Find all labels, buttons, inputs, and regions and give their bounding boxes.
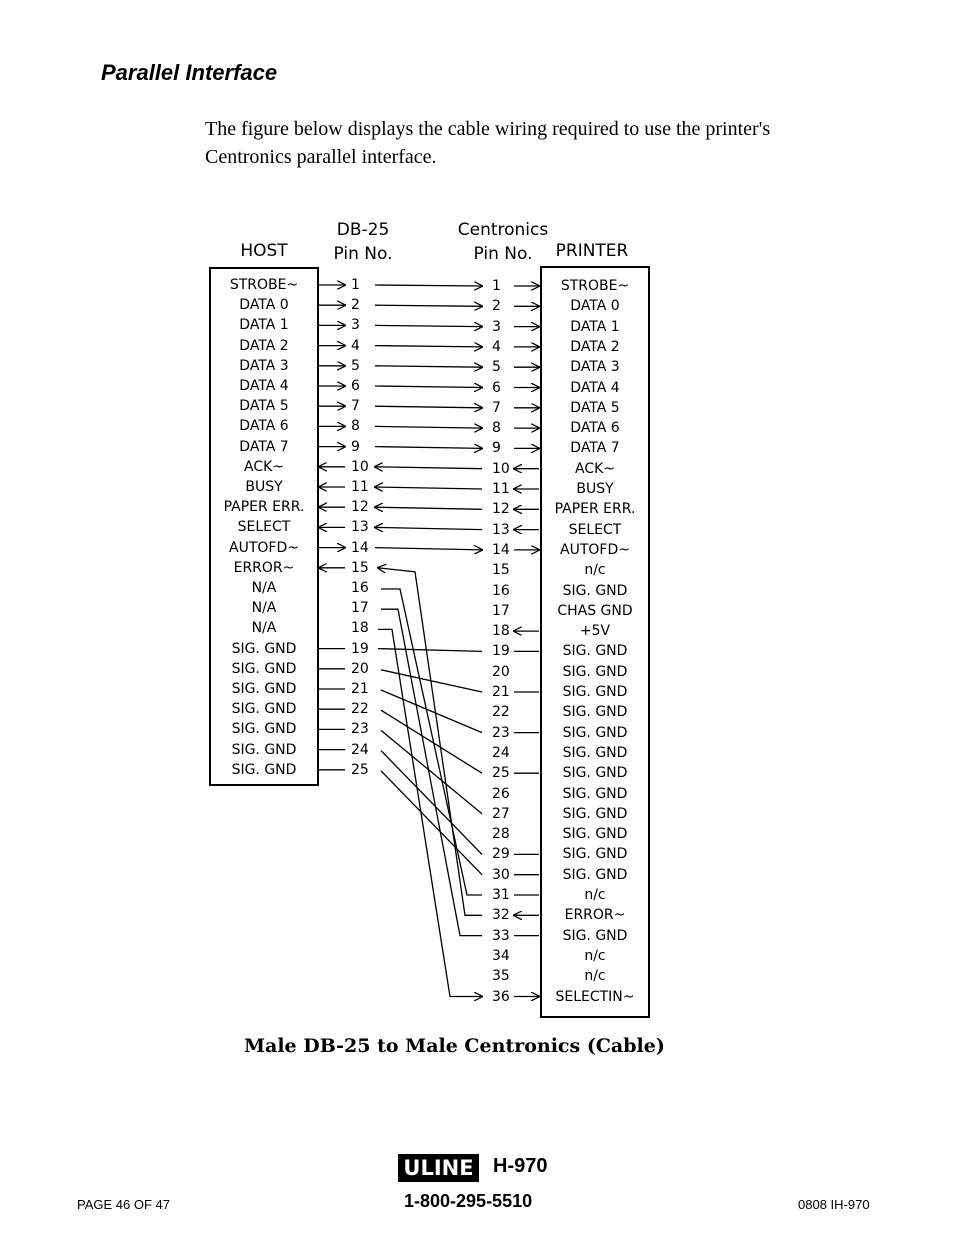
db25-pin-number: 1: [351, 277, 360, 293]
host-signal-label: SIG. GND: [231, 640, 297, 657]
centronics-pin-number: 29: [492, 846, 510, 863]
centronics-pin-number: 6: [492, 379, 501, 396]
centronics-pin-number: 12: [492, 501, 510, 518]
cable-wire: [375, 285, 482, 286]
printer-signal-label: SIG. GND: [562, 744, 628, 761]
db25-pin-number: 16: [351, 580, 369, 596]
printer-signal-label: CHAS GND: [557, 602, 633, 619]
cable-wire: [375, 467, 482, 469]
printer-signal-label: SIG. GND: [562, 785, 628, 802]
db25-pin-number: 18: [351, 620, 369, 637]
printer-signal-label: DATA 7: [570, 440, 620, 457]
cable-wire: [375, 447, 482, 449]
db25-header-line: DB-25: [336, 220, 390, 240]
printer-signal-label: DATA 1: [570, 318, 620, 335]
centronics-pin-number: 32: [492, 907, 510, 924]
host-signal-label: PAPER ERR.: [223, 499, 305, 516]
printer-signal-label: SIG. GND: [562, 724, 628, 741]
printer-signal-label: SIG. GND: [562, 866, 628, 883]
host-signal-label: DATA 3: [239, 357, 289, 374]
centronics-pin-number: 13: [492, 521, 510, 538]
printer-signal-label: DATA 2: [570, 338, 620, 355]
host-signal-label: SIG. GND: [231, 721, 297, 738]
printer-signal-label: n/c: [584, 562, 606, 579]
printer-signal-label: SIG. GND: [562, 684, 628, 700]
host-signal-label: DATA 1: [239, 317, 289, 334]
printer-signal-label: +5V: [579, 623, 611, 640]
db25-pin-number: 7: [351, 398, 360, 415]
cable-wire: [378, 629, 482, 996]
phone-number: 1-800-295-5510: [404, 1191, 533, 1211]
printer-signal-label: PAPER ERR.: [554, 501, 636, 518]
centronics-pin-number: 2: [492, 298, 501, 315]
db25-pin-number: 19: [351, 640, 369, 657]
centronics-pin-number: 35: [492, 968, 510, 985]
db25-pin-number: 15: [351, 559, 369, 576]
host-signal-label: DATA 2: [239, 337, 289, 354]
host-signal-label: DATA 5: [239, 398, 289, 415]
centronics-pin-number: 4: [492, 338, 501, 355]
db25-pin-number: 6: [351, 378, 360, 394]
db25-pin-number: 3: [351, 317, 360, 334]
centronics-pin-number: 8: [492, 420, 501, 437]
centronics-pin-number: 18: [492, 623, 510, 640]
printer-signal-label: n/c: [584, 947, 606, 964]
centronics-header-line: Centronics: [457, 220, 549, 240]
db25-pin-number: 25: [351, 761, 369, 778]
db25-pin-number: 17: [351, 600, 369, 617]
db25-pin-number: 23: [351, 721, 369, 738]
centronics-pin-number: 23: [492, 724, 510, 741]
printer-signal-label: SIG. GND: [562, 643, 628, 660]
cable-wire: [375, 386, 482, 388]
cable-wire: [378, 649, 482, 652]
db25-pin-number: 14: [351, 539, 369, 556]
host-signal-label: STROBE~: [229, 277, 299, 293]
cable-wire: [375, 527, 482, 529]
uline-logo: ULINE: [398, 1154, 479, 1182]
centronics-pin-number: 5: [492, 359, 501, 376]
model-number: H-970: [493, 1155, 548, 1177]
printer-signal-label: SIG. GND: [562, 765, 628, 782]
printer-signal-label: DATA 4: [570, 379, 620, 396]
printer-signal-label: AUTOFD~: [560, 541, 630, 558]
printer-signal-label: SIG. GND: [562, 826, 628, 843]
page-number: PAGE 46 OF 47: [77, 1197, 170, 1212]
intro-line: Centronics parallel interface.: [205, 146, 437, 168]
centronics-pin-number: 17: [492, 602, 510, 619]
printer-signal-label: STROBE~: [560, 278, 630, 294]
cable-wire: [375, 406, 482, 408]
intro-line: The figure below displays the cable wiring required to use the printer's: [205, 118, 771, 140]
centronics-pin-number: 10: [492, 460, 510, 477]
printer-signal-label: DATA 3: [570, 359, 620, 376]
host-signal-label: SIG. GND: [231, 681, 297, 697]
cable-wire: [375, 426, 482, 428]
document-code: 0808 IH-970: [798, 1197, 870, 1212]
centronics-pin-number: 15: [492, 562, 510, 579]
centronics-pin-number: 24: [492, 744, 510, 761]
host-signal-label: ACK~: [243, 458, 285, 475]
centronics-pin-number: 7: [492, 399, 501, 416]
printer-signal-label: DATA 6: [570, 420, 620, 437]
centronics-header-line: Pin No.: [473, 244, 533, 264]
printer-signal-label: SIG. GND: [562, 927, 628, 944]
db25-pin-number: 13: [351, 519, 369, 536]
db25-pin-number: 22: [351, 701, 369, 718]
db25-pin-number: 9: [351, 438, 360, 455]
host-signal-label: SIG. GND: [231, 741, 297, 758]
cable-wire: [375, 325, 482, 326]
centronics-pin-number: 26: [492, 785, 510, 802]
printer-signal-label: n/c: [584, 887, 606, 903]
printer-signal-label: DATA 5: [570, 399, 620, 416]
printer-signal-label: SIG. GND: [562, 846, 628, 863]
host-signal-label: SIG. GND: [231, 701, 297, 718]
cable-wire: [375, 366, 482, 367]
host-signal-label: DATA 0: [239, 297, 289, 314]
host-signal-label: AUTOFD~: [229, 539, 299, 556]
centronics-pin-number: 27: [492, 805, 510, 822]
host-signal-label: SIG. GND: [231, 761, 297, 778]
host-signal-label: ERROR~: [233, 559, 295, 576]
centronics-pin-number: 3: [492, 318, 501, 335]
cable-wire: [375, 487, 482, 489]
centronics-pin-number: 20: [492, 663, 510, 680]
cable-wire: [375, 346, 482, 347]
diagram-caption: Male DB-25 to Male Centronics (Cable): [244, 1035, 665, 1057]
centronics-pin-number: 1: [492, 278, 501, 294]
printer-signal-label: SIG. GND: [562, 704, 628, 721]
printer-signal-label: SELECT: [568, 521, 622, 538]
cable-wire: [381, 690, 482, 733]
db25-pin-number: 21: [351, 681, 369, 697]
centronics-pin-number: 36: [492, 988, 510, 1005]
printer-header: PRINTER: [555, 241, 629, 261]
centronics-pin-number: 25: [492, 765, 510, 782]
centronics-pin-number: 30: [492, 866, 510, 883]
db25-pin-number: 10: [351, 458, 369, 475]
host-signal-label: DATA 6: [239, 418, 289, 435]
db25-pin-number: 4: [351, 337, 360, 354]
db25-pin-number: 20: [351, 660, 369, 677]
centronics-pin-number: 14: [492, 541, 510, 558]
db25-pin-number: 2: [351, 297, 360, 314]
host-signal-label: SIG. GND: [231, 660, 297, 677]
host-signal-label: N/A: [251, 620, 277, 637]
centronics-pin-number: 11: [492, 481, 510, 497]
centronics-pin-number: 33: [492, 927, 510, 944]
centronics-pin-number: 31: [492, 887, 510, 903]
host-signal-label: BUSY: [245, 479, 283, 495]
db25-header-line: Pin No.: [333, 244, 393, 264]
host-signal-label: DATA 4: [239, 378, 289, 394]
cable-wire: [375, 305, 482, 306]
centronics-pin-number: 21: [492, 684, 510, 700]
db25-pin-number: 8: [351, 418, 360, 435]
centronics-pin-number: 22: [492, 704, 510, 721]
centronics-pin-number: 16: [492, 582, 510, 599]
host-signal-label: N/A: [251, 580, 277, 596]
cable-wire: [375, 548, 482, 550]
printer-signal-label: SIG. GND: [562, 805, 628, 822]
printer-signal-label: SELECTIN~: [555, 988, 635, 1005]
printer-signal-label: SIG. GND: [562, 582, 628, 599]
section-heading: Parallel Interface: [101, 60, 278, 85]
cable-wire: [381, 730, 482, 813]
db25-pin-number: 12: [351, 499, 369, 516]
host-header: HOST: [240, 241, 288, 261]
printer-signal-label: DATA 0: [570, 298, 620, 315]
cable-wire: [381, 751, 482, 855]
cable-wire: [375, 507, 482, 509]
cable-wire: [381, 710, 482, 773]
printer-signal-label: ERROR~: [564, 907, 626, 924]
centronics-pin-number: 9: [492, 440, 501, 457]
centronics-pin-number: 34: [492, 947, 510, 964]
host-signal-label: N/A: [251, 600, 277, 617]
db25-pin-number: 5: [351, 357, 360, 374]
printer-signal-label: BUSY: [576, 481, 614, 497]
host-signal-label: DATA 7: [239, 438, 289, 455]
printer-signal-label: ACK~: [574, 460, 616, 477]
printer-signal-label: n/c: [584, 968, 606, 985]
centronics-pin-number: 19: [492, 643, 510, 660]
host-signal-label: SELECT: [237, 519, 291, 536]
db25-pin-number: 11: [351, 479, 369, 495]
centronics-pin-number: 28: [492, 826, 510, 843]
db25-pin-number: 24: [351, 741, 369, 758]
printer-signal-label: SIG. GND: [562, 663, 628, 680]
